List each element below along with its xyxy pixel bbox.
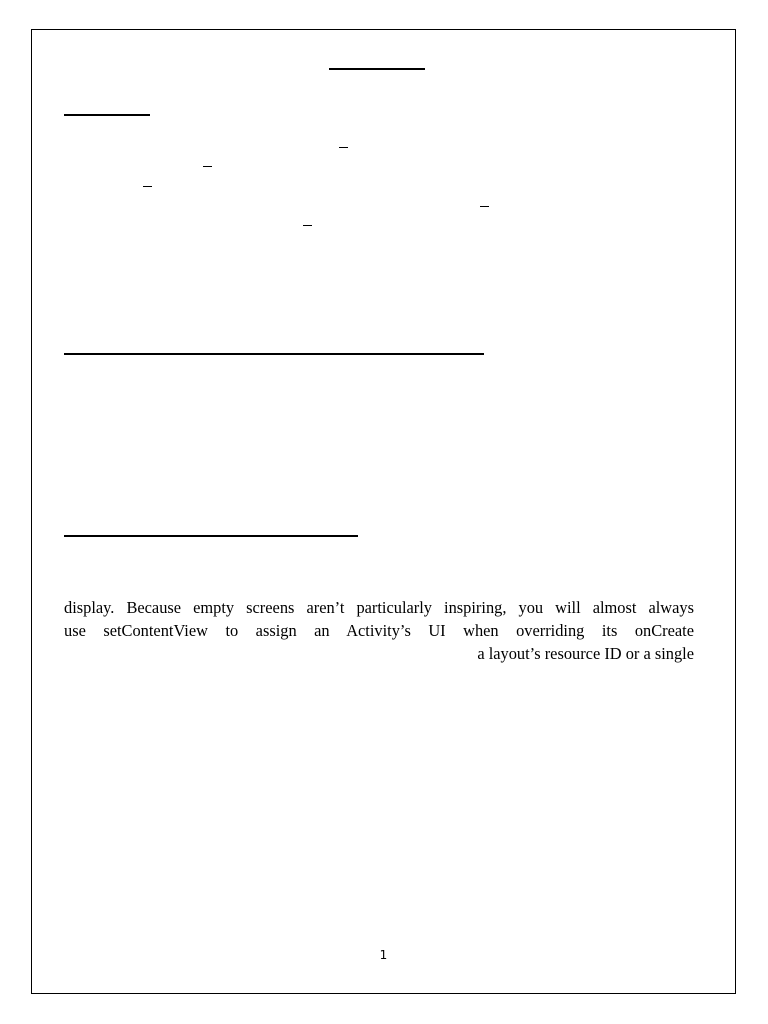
paragraph-line-1: display. Because empty screens aren’t particularly inspiring, you will almost always [64,598,694,617]
document-page [31,29,736,994]
heading-underline-2 [64,353,484,355]
heading-underline-1 [64,114,150,116]
body-paragraph [64,596,694,665]
title-underline [329,68,425,70]
paragraph-line-2: use setContentView to assign an Activity’s UI when overriding its onCreate [64,621,694,640]
text-dash-4 [480,206,489,207]
text-dash-2 [203,166,212,167]
page-number: 1 [379,948,388,962]
text-dash-5 [303,225,312,226]
text-dash-3 [143,186,152,187]
heading-underline-3 [64,535,358,537]
text-dash-1 [339,147,348,148]
paragraph-line-3: a layout’s resource ID or a single [477,644,694,663]
